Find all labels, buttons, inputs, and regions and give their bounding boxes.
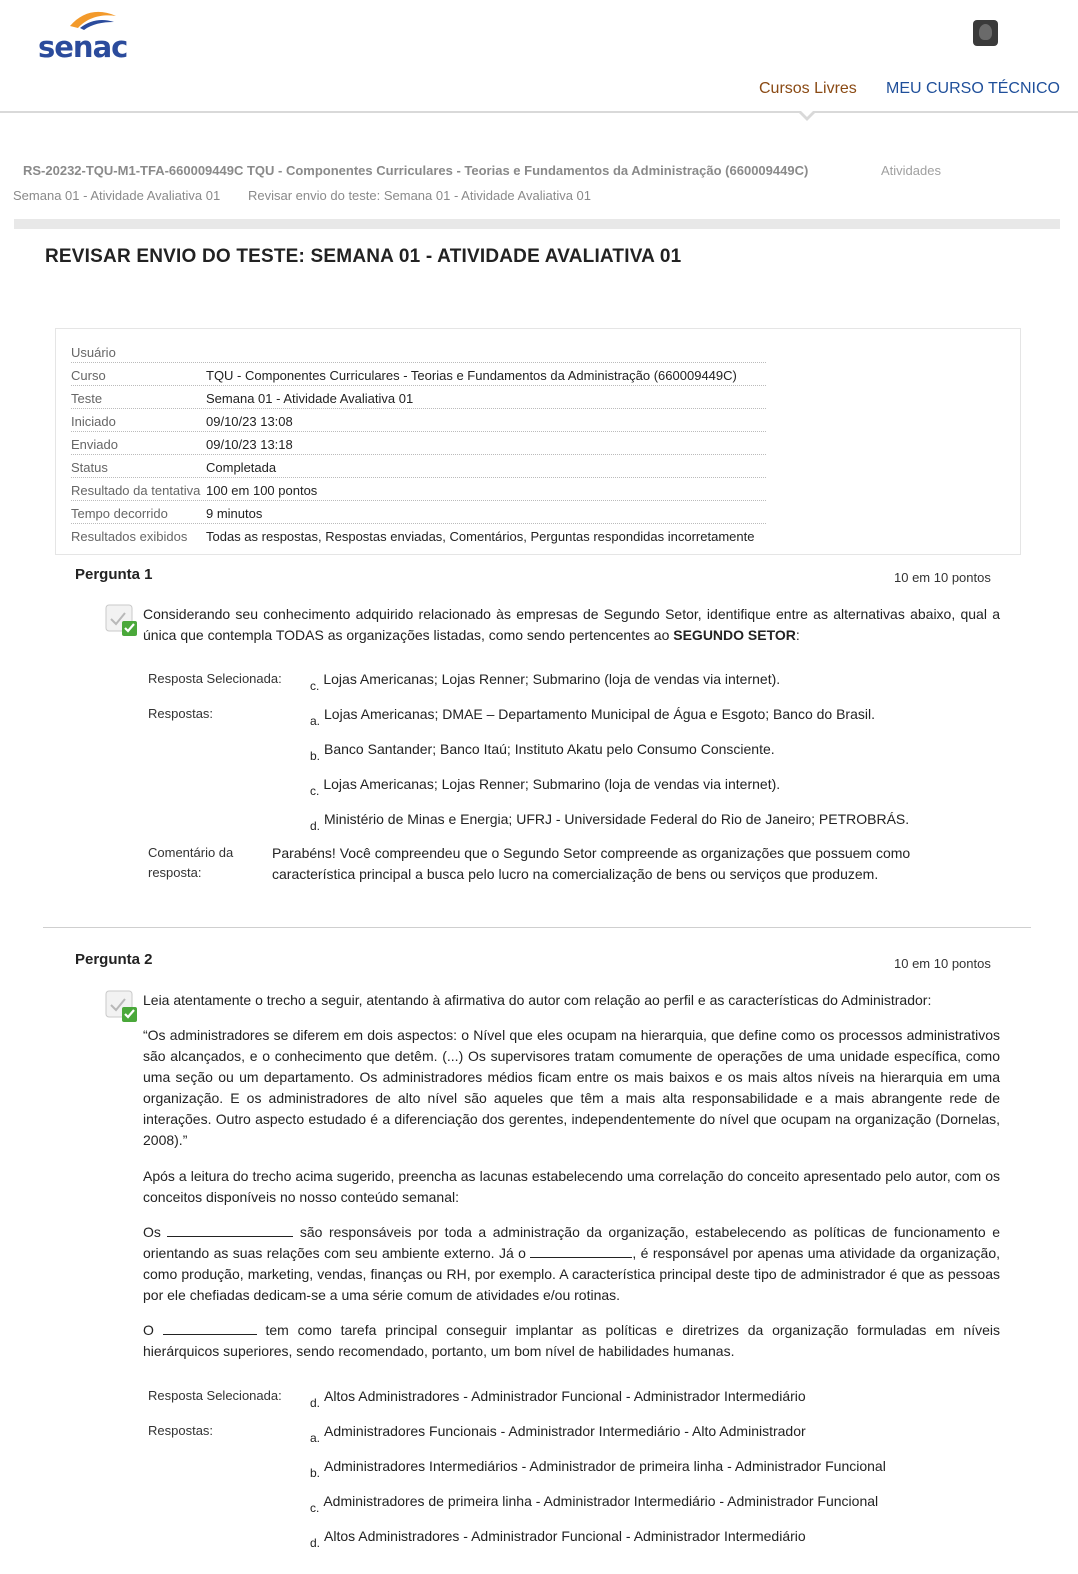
info-value: Completada xyxy=(206,460,277,475)
info-value: 09/10/23 13:18 xyxy=(206,437,293,452)
comment-label: Comentário da resposta: xyxy=(148,845,234,880)
q1-answer-option: b. Banco Santander; Banco Itaú; Instituto Akatu pelo Consumo Consciente. xyxy=(310,741,775,763)
q1-answer-option: d. Ministério de Minas e Energia; UFRJ - Universidade Federal do Rio de Janeiro; PETROBRÁS. xyxy=(310,811,910,833)
q2-answer-option: b. Administradores Intermediários - Administrador de primeira linha - Administrador Funcional xyxy=(310,1458,886,1480)
question-2-intro: Leia atentamente o trecho a seguir, atentando à afirmativa do autor com relação ao perfil e as características do Administrador: xyxy=(143,992,932,1008)
breadcrumb-semana[interactable]: Semana 01 - Atividade Avaliativa 01 xyxy=(13,188,221,203)
breadcrumb-current: Revisar envio do teste: Semana 01 - Atividade Avaliativa 01 xyxy=(248,188,592,203)
info-value: 09/10/23 13:08 xyxy=(206,414,293,429)
breadcrumb-course[interactable]: RS-20232-TQU-M1-TFA-660009449C TQU - Componentes Curriculares - Teorias e Fundamentos da Administração (660009449C) xyxy=(23,163,809,178)
question-divider xyxy=(43,927,1031,928)
q2-answer-option: c. Administradores de primeira linha - Administrador Intermediário - Administrador Funcional xyxy=(310,1493,879,1515)
question-2-quote: “Os administradores se diferem em dois aspectos: o Nível que eles ocupam na hierarquia, que define como os processos administrativos são alcançados, e o conhecimento que detêm. (...) Os supervisores tratam comumente de operações de uma unidade específica, como uma seção ou um departamento. Os administradores médios ficam entre os mais baixos e os mais altos níveis na hierarquia em uma organização. E os administradores de alto nível são aqueles que têm a mais alta responsabilidade e a mais abrangente rede de interações. Outro aspecto estudado é a diferenciação dos gerentes, independentemente do nível que ocupam na organização (Dornelas, 2008).” xyxy=(143,1027,1000,1148)
info-row-status xyxy=(71,455,766,478)
question-1-points: 10 em 10 pontos xyxy=(894,570,991,585)
correct-answer-icon xyxy=(104,989,138,1023)
page-title: REVISAR ENVIO DO TESTE: SEMANA 01 - ATIVIDADE AVALIATIVA 01 xyxy=(45,246,682,267)
q2-answer-option: a. Administradores Funcionais - Administrador Intermediário - Alto Administrador xyxy=(310,1423,806,1445)
nav-cursos-livres[interactable]: Cursos Livres xyxy=(759,80,857,97)
info-label: Enviado xyxy=(71,437,118,452)
info-row-enviado xyxy=(71,432,766,455)
info-label: Iniciado xyxy=(71,414,116,429)
info-row-usuario xyxy=(71,340,766,363)
q2-selected-answer: d. Altos Administradores - Administrador Funcional - Administrador Intermediário xyxy=(310,1388,806,1410)
logo-text: senac xyxy=(38,30,128,64)
question-2-points: 10 em 10 pontos xyxy=(894,956,991,971)
selected-answer-label: Resposta Selecionada: xyxy=(148,671,282,686)
answers-label: Respostas: xyxy=(148,1423,214,1438)
info-row-resultados-exibidos xyxy=(71,524,766,547)
top-header xyxy=(0,0,1078,113)
info-label: Resultados exibidos xyxy=(71,529,188,544)
info-label: Teste xyxy=(71,391,103,406)
breadcrumb-atividades[interactable]: Atividades xyxy=(881,163,941,178)
q2-answer-option: d. Altos Administradores - Administrador Funcional - Administrador Intermediário xyxy=(310,1528,806,1550)
nav-indicator-arrow xyxy=(797,111,817,121)
q1-comment: Parabéns! Você compreendeu que o Segundo Setor compreende as organizações que possuem como característica principal a busca pelo lucro na comercialização de bens ou serviços que produzem. xyxy=(272,845,911,882)
info-label: Status xyxy=(71,460,108,475)
info-row-teste xyxy=(71,386,766,409)
info-row-resultado xyxy=(71,478,766,501)
q1-selected-answer: c. Lojas Americanas; Lojas Renner; Submarino (loja de vendas via internet). xyxy=(310,671,781,693)
nav-meu-curso-tecnico[interactable]: MEU CURSO TÉCNICO xyxy=(886,80,1060,97)
info-value: 9 minutos xyxy=(206,506,263,521)
info-label: Usuário xyxy=(71,345,116,360)
selected-answer-label: Resposta Selecionada: xyxy=(148,1388,282,1403)
info-value: 100 em 100 pontos xyxy=(206,483,318,498)
user-avatar[interactable] xyxy=(973,20,998,46)
info-label: Curso xyxy=(71,368,106,383)
question-2-fill-paragraph-2: O tem como tarefa principal conseguir implantar as políticas e diretrizes da organização formuladas em níveis hierárquicos superiores, sendo recomendado, portanto, um bom nível de habilidades humanas. xyxy=(143,1322,1001,1359)
question-2-fill-paragraph-1: Os são responsáveis por toda a administração da organização, estabelecendo as políticas de funcionamento e orientando as suas relações com seu ambiente externo. Já o , é responsável por apenas uma atividade da organização, como produção, marketing, vendas, finanças ou RH, por exemplo. A característica principal deste tipo de administrador é que as pessoas por ele chefiadas dedicam-se a uma série comum de atividades e/ou rotinas. xyxy=(143,1224,1001,1303)
info-value: Semana 01 - Atividade Avaliativa 01 xyxy=(206,391,414,406)
info-label: Resultado da tentativa xyxy=(71,483,201,498)
info-value: Todas as respostas, Respostas enviadas, Comentários, Perguntas respondidas incorretamente xyxy=(206,529,755,544)
content-top-bar xyxy=(14,219,1060,229)
correct-answer-icon xyxy=(104,603,138,637)
attempt-info-table xyxy=(55,328,1021,555)
q1-answer-option: a. Lojas Americanas; DMAE – Departamento Municipal de Água e Esgoto; Banco do Brasil. xyxy=(310,706,875,728)
info-row-tempo xyxy=(71,501,766,524)
q1-answer-option: c. Lojas Americanas; Lojas Renner; Submarino (loja de vendas via internet). xyxy=(310,776,781,798)
answers-label: Respostas: xyxy=(148,706,214,721)
question-2-instruction: Após a leitura do trecho acima sugerido, preencha as lacunas estabelecendo uma correlação do conceito apresentado pelo autor, com os conceitos disponíveis no nosso conteúdo semanal: xyxy=(143,1168,1000,1205)
senac-logo[interactable] xyxy=(38,8,128,63)
info-value: TQU - Componentes Curriculares - Teorias e Fundamentos da Administração (660009449C) xyxy=(206,368,737,383)
info-label: Tempo decorrido xyxy=(71,506,168,521)
question-1-title: Pergunta 1 xyxy=(75,566,153,583)
logo-swoosh-icon xyxy=(68,8,118,30)
info-row-iniciado xyxy=(71,409,766,432)
info-row-curso xyxy=(71,363,766,386)
question-1-text: Considerando seu conhecimento adquirido relacionado às empresas de Segundo Setor, identifique entre as alternativas abaixo, qual a única que contempla TODAS as organizações listadas, como sendo pertencentes ao SEGUNDO SETOR: xyxy=(143,606,1000,643)
question-2-title: Pergunta 2 xyxy=(75,951,153,968)
